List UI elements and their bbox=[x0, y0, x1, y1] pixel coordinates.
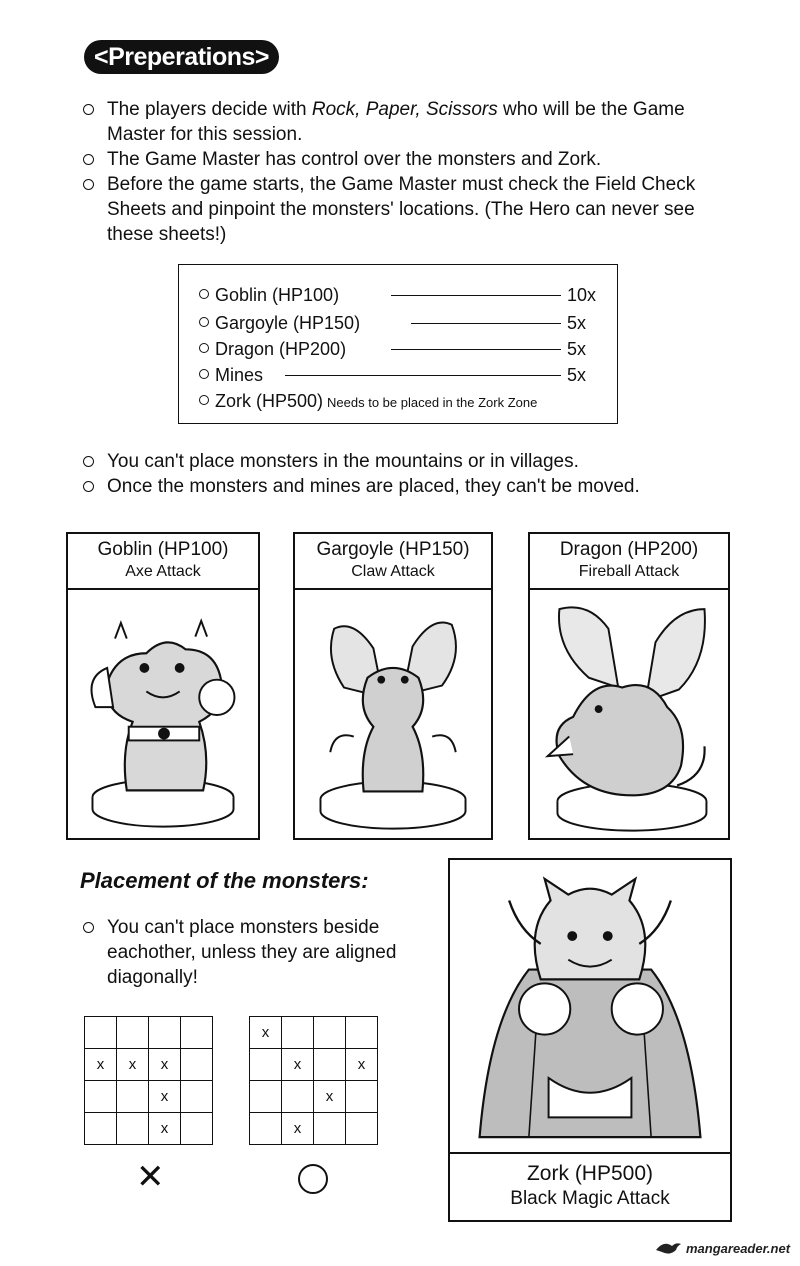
grid-cell bbox=[346, 1081, 378, 1113]
rule-text: The players decide with bbox=[107, 99, 312, 120]
circle-icon bbox=[298, 1164, 328, 1194]
rule-item bbox=[80, 474, 740, 499]
bullet-circle-icon bbox=[199, 369, 209, 379]
card-name: Dragon (HP200) bbox=[559, 539, 699, 560]
bullet-circle-icon bbox=[199, 317, 209, 327]
grid-cell: x bbox=[149, 1081, 181, 1113]
rule-text: who will be the Game Master for this session. bbox=[107, 99, 685, 145]
card-header bbox=[530, 534, 728, 590]
grid-cell bbox=[282, 1081, 314, 1113]
placement-heading: Placement of the monsters: bbox=[80, 868, 369, 893]
grid-cell: x bbox=[149, 1049, 181, 1081]
rule-item bbox=[80, 147, 720, 172]
grid-cell bbox=[85, 1017, 117, 1049]
wrong-mark-icon: ✕ bbox=[136, 1158, 165, 1196]
rule-text: Once the monsters and mines are placed, they can't be moved. bbox=[107, 476, 640, 497]
roster-name: Mines bbox=[215, 365, 264, 385]
grid-cell: x bbox=[282, 1113, 314, 1145]
roster-count: 10x bbox=[567, 285, 597, 305]
bullet-circle-icon bbox=[83, 922, 94, 933]
bullet-circle-icon bbox=[83, 104, 94, 115]
roster-note: Needs to be placed in the Zork Zone bbox=[327, 395, 538, 410]
grid-cell: x bbox=[149, 1113, 181, 1145]
dragon-figure-icon bbox=[530, 588, 728, 838]
grid-cell bbox=[117, 1017, 149, 1049]
goblin-card bbox=[66, 532, 260, 840]
grid-cell bbox=[181, 1017, 213, 1049]
roster-count: 5x bbox=[567, 339, 587, 359]
zork-figure-icon bbox=[450, 860, 730, 1154]
grid-cell bbox=[314, 1113, 346, 1145]
bullet-circle-icon bbox=[83, 154, 94, 165]
grid-cell: x bbox=[117, 1049, 149, 1081]
roster-name: Gargoyle (HP150) bbox=[215, 313, 361, 333]
grid-cell: x bbox=[250, 1017, 282, 1049]
roster-count: 5x bbox=[567, 365, 587, 385]
roster-name: Goblin (HP100) bbox=[215, 285, 340, 305]
rule-text: Before the game starts, the Game Master must check the Field Check Sheets and pinpoint the monsters' locations. (The Hero can never see these sheets!) bbox=[107, 174, 696, 245]
leader-line bbox=[411, 323, 561, 324]
roster-row-gargoyle bbox=[199, 311, 360, 335]
page-title: <Preperations> bbox=[84, 40, 279, 74]
placement-rule-list bbox=[80, 915, 420, 990]
watermark bbox=[654, 1240, 790, 1256]
card-name: Goblin (HP100) bbox=[97, 539, 229, 560]
leader-line bbox=[391, 349, 561, 350]
goblin-figure-icon bbox=[68, 588, 258, 838]
card-name: Zork (HP500) bbox=[526, 1162, 654, 1185]
card-name: Gargoyle (HP150) bbox=[316, 539, 470, 560]
grid-cell: x bbox=[282, 1049, 314, 1081]
card-header bbox=[450, 1152, 730, 1220]
grid-cell bbox=[250, 1113, 282, 1145]
roster-name: Dragon (HP200) bbox=[215, 339, 347, 359]
rule-item bbox=[80, 172, 720, 247]
dragon-card bbox=[528, 532, 730, 840]
roster-name: Zork (HP500) bbox=[215, 391, 324, 411]
grid-cell bbox=[117, 1081, 149, 1113]
grid-cell: x bbox=[346, 1049, 378, 1081]
card-attack: Axe Attack bbox=[125, 563, 201, 580]
card-attack: Black Magic Attack bbox=[510, 1188, 670, 1209]
grid-cell bbox=[117, 1113, 149, 1145]
rules-list-top bbox=[80, 97, 720, 247]
grid-cell bbox=[346, 1113, 378, 1145]
leader-line bbox=[391, 295, 561, 296]
watermark-text: mangareader.net bbox=[686, 1240, 791, 1256]
grid-cell bbox=[346, 1017, 378, 1049]
bullet-circle-icon bbox=[83, 456, 94, 467]
bullet-circle-icon bbox=[199, 395, 209, 405]
roster-row-dragon bbox=[199, 337, 346, 361]
grid-cell bbox=[181, 1113, 213, 1145]
bullet-circle-icon bbox=[199, 343, 209, 353]
roster-count: 5x bbox=[567, 313, 587, 333]
card-header bbox=[68, 534, 258, 590]
rule-item bbox=[80, 97, 720, 147]
grid-cell bbox=[282, 1017, 314, 1049]
bullet-circle-icon bbox=[83, 179, 94, 190]
grid-cell bbox=[250, 1049, 282, 1081]
grid-cell bbox=[85, 1081, 117, 1113]
gargoyle-figure-icon bbox=[295, 588, 491, 838]
rule-item bbox=[80, 915, 420, 990]
wrong-placement-grid bbox=[84, 1016, 213, 1145]
card-header bbox=[295, 534, 491, 590]
grid-cell bbox=[250, 1081, 282, 1113]
rule-text: You can't place monsters beside eachother, unless they are aligned diagonally! bbox=[107, 917, 397, 988]
rule-text: You can't place monsters in the mountains or in villages. bbox=[107, 451, 579, 472]
bullet-circle-icon bbox=[199, 289, 209, 299]
leader-line bbox=[285, 375, 561, 376]
rule-italic: Rock, Paper, Scissors bbox=[311, 99, 498, 120]
gargoyle-card bbox=[293, 532, 493, 840]
roster-row-goblin bbox=[199, 283, 339, 307]
grid-cell: x bbox=[85, 1049, 117, 1081]
grid-cell bbox=[314, 1017, 346, 1049]
grid-cell: x bbox=[314, 1081, 346, 1113]
zork-card bbox=[448, 858, 732, 1222]
bullet-circle-icon bbox=[83, 481, 94, 492]
bird-logo-icon bbox=[654, 1240, 682, 1256]
rule-text: The Game Master has control over the monsters and Zork. bbox=[107, 149, 602, 170]
grid-cell bbox=[314, 1049, 346, 1081]
roster-row-mines bbox=[199, 363, 263, 387]
card-attack: Fireball Attack bbox=[578, 563, 680, 580]
roster-row-zork bbox=[199, 389, 537, 413]
grid-cell bbox=[149, 1017, 181, 1049]
rule-item bbox=[80, 449, 740, 474]
grid-cell bbox=[181, 1081, 213, 1113]
rules-list-middle bbox=[80, 449, 740, 499]
grid-cell bbox=[85, 1113, 117, 1145]
monster-roster-box bbox=[178, 264, 618, 424]
card-attack: Claw Attack bbox=[351, 563, 435, 580]
correct-placement-grid bbox=[249, 1016, 378, 1145]
grid-cell bbox=[181, 1049, 213, 1081]
